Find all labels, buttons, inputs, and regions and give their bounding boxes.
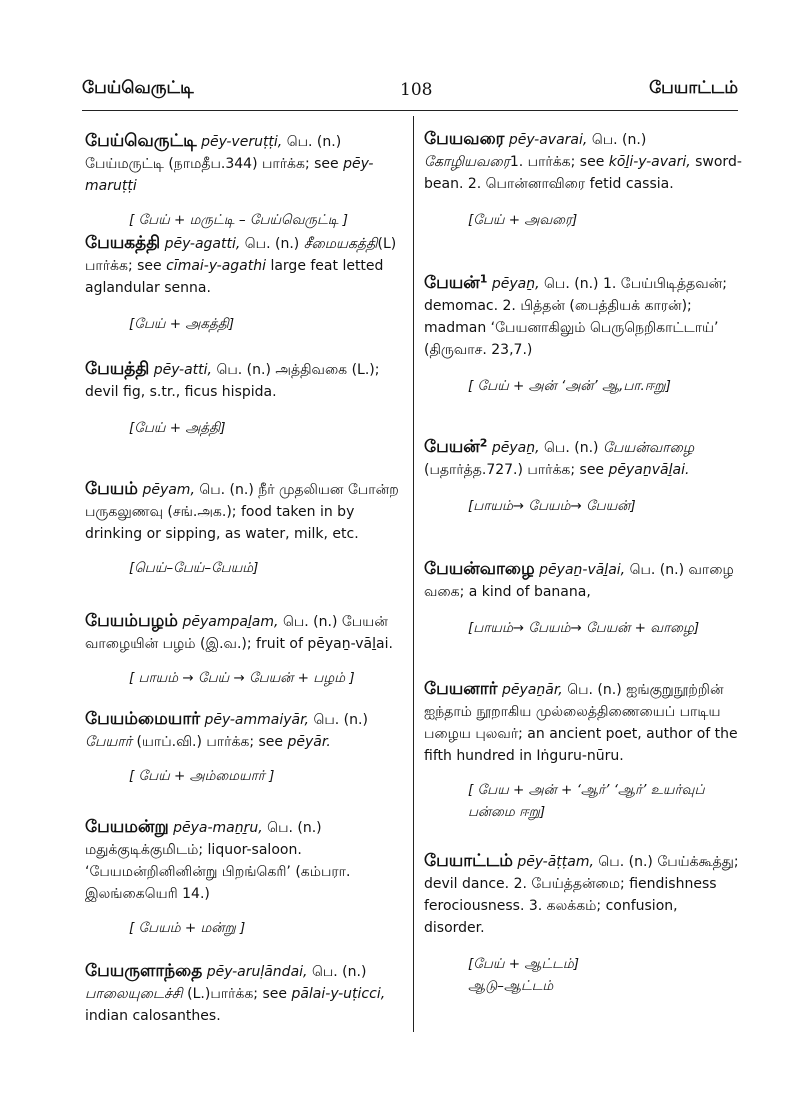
etymology: [பாயம்→ பேயம்→ பேயன் + வாழை]	[468, 620, 700, 636]
entry-body	[85, 130, 403, 197]
etymology: [பேய் + அவரை]	[468, 212, 578, 228]
etymology: [பேய் + அத்தி]	[129, 420, 226, 436]
entry-body	[85, 478, 403, 545]
entry	[424, 678, 742, 823]
transliteration: pēy-ammaiyār,	[204, 712, 309, 728]
header-rule	[82, 110, 738, 111]
cross-reference: kōḻi-y-avari,	[608, 154, 691, 170]
entry-body	[424, 436, 742, 481]
entry-body	[85, 232, 403, 299]
transliteration: pēyaṉ-vāḻai,	[539, 562, 626, 578]
definition: பேய்மருட்டி (நாமதீப.344) பார்க்க; see	[85, 156, 339, 172]
page-header	[82, 78, 738, 108]
definition: அத்திவகை (L.); devil fig, s.tr., ficus hispida.	[85, 362, 380, 400]
grammar-label: பெ. (n.)	[267, 820, 322, 836]
entry-body	[85, 358, 403, 403]
entry	[85, 708, 403, 787]
definition-english: sword-bean. 2. பொன்னாவிரை fetid cassia.	[424, 154, 742, 192]
cross-reference: pēyār.	[287, 734, 331, 750]
column-divider	[413, 116, 414, 1032]
definition: (பதார்த்த.727.) பார்க்க; see	[424, 462, 605, 478]
entry-body	[424, 850, 742, 939]
header-left-guideword: பேய்வெருட்டி	[82, 78, 194, 98]
definition-english: indian calosanthes.	[85, 1008, 221, 1024]
entry-body	[85, 960, 403, 1027]
entry	[85, 232, 403, 335]
definition: (யாப்.வி.) பார்க்க; see	[136, 734, 284, 750]
entry	[85, 610, 403, 689]
transliteration: pēya-maṉṟu,	[173, 820, 263, 836]
entry	[424, 272, 742, 397]
grammar-label: பெ. (n.)	[244, 236, 300, 252]
headword: பேயனார்	[424, 679, 498, 699]
entry-body	[85, 610, 403, 655]
etymology: [பாயம்→ பேயம்→ பேயன்]	[468, 498, 636, 514]
cross-reference: cīmai-y-agathi	[166, 258, 266, 274]
headword: பேயம்	[85, 479, 138, 499]
entry	[85, 358, 403, 439]
entry-body	[85, 816, 403, 905]
headword: பேயன்	[424, 273, 480, 293]
headword: பேயகத்தி	[85, 233, 161, 253]
transliteration: pēy-aruḷāndai,	[206, 964, 308, 980]
transliteration: pēyaṉ,	[491, 276, 540, 292]
headword: பேயமன்று	[85, 817, 169, 837]
definition: 1. பார்க்க; see	[509, 154, 605, 170]
grammar-label: பெ. (n.)	[216, 362, 271, 378]
definition-english: large feat letted aglandular senna.	[85, 258, 384, 296]
etymology: [ பாயம் → பேய் → பேயன் + பழம் ]	[129, 670, 355, 686]
grammar-label: பெ. (n.)	[629, 562, 685, 578]
entry	[424, 850, 742, 997]
grammar-label: பெ. (n.)	[282, 614, 338, 630]
definition: பேய்க்கூத்து; devil dance. 2. பேய்த்தன்மை; fiendishness ferociousness. 3. கலக்கம்; confusion, disorder.	[424, 854, 739, 936]
definition: (L) பார்க்க; see	[85, 236, 397, 274]
headword: பேயன்வாழை	[424, 559, 535, 579]
headword: பேயன்	[424, 437, 480, 457]
cross-reference: pēyaṉvāḻai.	[608, 462, 690, 478]
definition: வாழை வகை; a kind of banana,	[424, 562, 734, 600]
entry-body	[424, 272, 742, 361]
etymology: [பெய்–பேய்–பேயம்]	[129, 560, 259, 576]
definition: ஐங்குறுநூற்றின் ஐந்தாம் நூறாகிய முல்லைத்திணையைப் பாடிய பழைய புலவர்; an ancient poet, author of the fifth hundred in Iṅguru-nūru.	[424, 682, 738, 764]
etymology: [ பேயம் + மன்று ]	[129, 920, 246, 936]
grammar-label: பெ. (n.)	[598, 854, 653, 870]
transliteration: pēy-avarai,	[508, 132, 588, 148]
entry	[85, 478, 403, 579]
entry-body	[85, 708, 403, 753]
homonym-number: 2	[479, 436, 488, 450]
cross-reference: pēy-maruṭṭi	[85, 156, 374, 194]
grammar-label: பெ. (n.)	[311, 964, 367, 980]
definition: (L.)பார்க்க; see	[187, 986, 287, 1002]
definition: நீர் முதலியன போன்ற பருகலுணவு (சங்.அக.); food taken in by drinking or sipping, as water, milk, etc.	[85, 482, 399, 542]
grammar-label: பெ. (n.)	[199, 482, 254, 498]
entry	[85, 960, 403, 1027]
entry-body	[424, 558, 742, 603]
definition: 1. பேய்பிடித்தவன்; demomac. 2. பித்தன் (பைத்தியக் காரன்); madman ‘பேயனாகிலும் பெருநெறிகாட்டாய்’ (திருவாச. 23,7.)	[424, 276, 727, 358]
transliteration: pēyaṉār,	[502, 682, 563, 698]
etymology: [ பேய் + அம்மையார் ]	[129, 768, 275, 784]
grammar-label: பெ. (n.)	[544, 276, 599, 292]
definition-italic: கோழியவரை	[424, 154, 510, 170]
transliteration: pēyaṉ,	[491, 440, 540, 456]
header-right-guideword: பேயாட்டம்	[649, 78, 738, 98]
definition: மதுக்குடிக்குமிடம்; liquor-saloon. ‘பேயமன்றினினின்று பிறங்கெரி’ (கம்பரா. இலங்கையெரி 14.)	[85, 842, 351, 902]
entry-body	[424, 128, 742, 195]
transliteration: pēy-atti,	[153, 362, 213, 378]
entry	[424, 436, 742, 517]
etymology: [பேய் + அகத்தி]	[129, 316, 235, 332]
entry	[424, 128, 742, 231]
headword: பேய்வெருட்டி	[85, 131, 197, 151]
etymology: [பேய் + ஆட்டம்]	[468, 956, 580, 972]
headword: பேயம்பழம்	[85, 611, 178, 631]
cross-reference: pālai-y-uṭicci,	[291, 986, 386, 1002]
headword: பேயாட்டம்	[424, 851, 513, 871]
grammar-label: பெ. (n.)	[544, 440, 599, 456]
grammar-label: பெ. (n.)	[286, 134, 342, 150]
entry	[85, 130, 403, 231]
definition: பேயன் வாழையின் பழம் (இ.வ.); fruit of pēyaṉ-vāḻai.	[85, 614, 393, 652]
definition-italic: பேயார்	[85, 734, 132, 750]
entry	[424, 558, 742, 639]
transliteration: pēy-agatti,	[164, 236, 241, 252]
transliteration: pēy-veruṭṭi,	[201, 134, 283, 150]
entry	[85, 816, 403, 939]
etymology-derivation: ஆடு–ஆட்டம்	[468, 978, 554, 994]
etymology: [ பேய + அன் + ‘ஆர்’ ‘ஆர்’ உயர்வுப் பன்மை ஈறு]	[468, 782, 705, 820]
definition-italic: பாலையுடைச்சி	[85, 986, 183, 1002]
homonym-number: 1	[479, 272, 488, 286]
grammar-label: பெ. (n.)	[313, 712, 368, 728]
page-number: 108	[400, 80, 433, 100]
transliteration: pēy-āṭṭam,	[517, 854, 594, 870]
headword: பேயவரை	[424, 129, 505, 149]
transliteration: pēyam,	[142, 482, 195, 498]
transliteration: pēyampaḻam,	[182, 614, 279, 630]
definition-italic: சீமையகத்தி	[303, 236, 378, 252]
etymology: [ பேய் + மருட்டி – பேய்வெருட்டி ]	[129, 212, 349, 228]
definition-italic: பேயன்வாழை	[602, 440, 695, 456]
headword: பேயருளாந்தை	[85, 961, 203, 981]
headword: பேயத்தி	[85, 359, 150, 379]
entry-body	[424, 678, 742, 767]
etymology: [ பேய் + அன் ‘அன்’ ஆ,பா.ஈறு]	[468, 378, 671, 394]
headword: பேயம்மையார்	[85, 709, 201, 729]
grammar-label: பெ. (n.)	[591, 132, 647, 148]
grammar-label: பெ. (n.)	[567, 682, 622, 698]
